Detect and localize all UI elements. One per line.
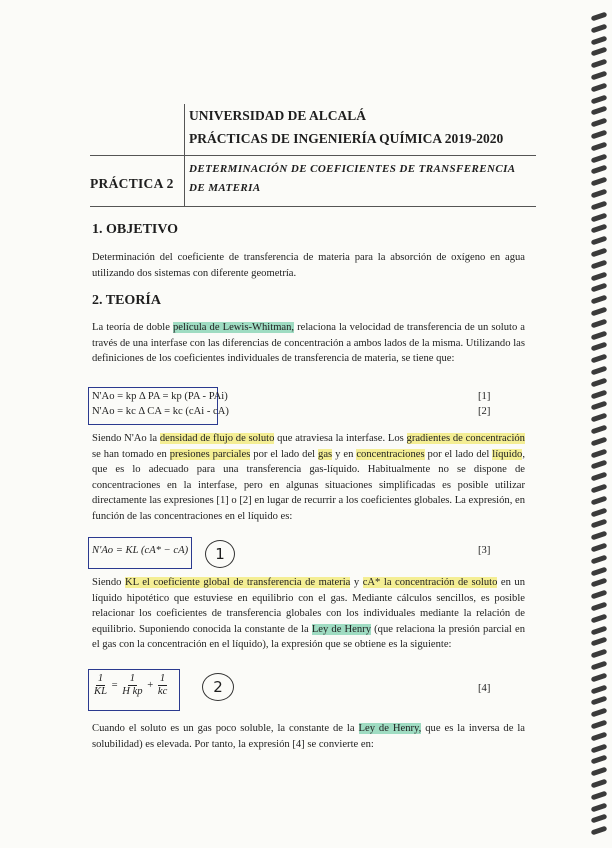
spiral-coil [591, 71, 608, 81]
spiral-coil [591, 649, 608, 659]
section-heading-teoria: 2. TEORÍA [92, 293, 161, 308]
equation-4-number: [4] [478, 683, 491, 694]
spiral-coil [591, 484, 608, 494]
spiral-coil [591, 436, 608, 446]
spiral-coil [591, 118, 608, 128]
spiral-coil [591, 165, 608, 175]
spiral-coil [591, 519, 608, 529]
spiral-coil [591, 495, 608, 505]
spiral-coil [591, 554, 608, 564]
spiral-coil [591, 318, 608, 328]
university-name: UNIVERSIDAD DE ALCALÁ [189, 108, 367, 123]
equation-2-number: [2] [478, 406, 491, 417]
course-title: PRÁCTICAS DE INGENIERÍA QUÍMICA 2019-2020 [189, 131, 504, 146]
eq4-lhs: $\frac{1}{KL}$ [94, 673, 107, 697]
spiral-coil [591, 613, 608, 623]
teoria-paragraph-4: Cuando el soluto es un gas poco soluble, la constante de la Ley de Henry, que es la inversa de la solubilidad) es elevada. Por tanto, la expresión [4] se convierte en: [92, 723, 525, 750]
teoria-paragraph-3: Siendo KL el coeficiente global de transferencia de materia y cA* la concentración de soluto en un líquido hipotético que estuviese en equilibrio con el gas. Mediante cálculos sencillos, es posible relacionar los coeficientes de transferencia globales con los individuales mediante la relación de equilibrio. Suponiendo conocida la constante de la Ley de Henry (que relaciona la presión parcial en el gas con la concentración en el líquido), la expresión que se obtiene es la siguiente: [92, 577, 526, 651]
spiral-coil [591, 271, 608, 281]
teoria-paragraph-1: La teoría de doble película de Lewis-Whitman, relaciona la velocidad de transferencia de un soluto a través de una interfase con las diferencias de concentración a ambos lados de la misma. Utilizando las definiciones de los coeficientes individuales de transferencia de materia, se tiene que: [92, 322, 525, 365]
equation-3-number: [3] [478, 545, 491, 556]
spiral-coil [591, 472, 608, 482]
equation-3: N'Ao = KL (cA* − cA) [92, 545, 189, 556]
spiral-coil [591, 684, 608, 694]
teoria-paragraph-2: Siendo N'Ao la densidad de flujo de soluto que atraviesa la interfase. Los gradientes de concentración se han tomado en presiones parciales por el lado del gas y en concentraciones por el lado del líquido, que es lo adecuado para una transferencia gas-líquido. Habitualmente no se dispone de concentraciones en la interfase, pero en algunas situaciones simplificadas es posible utilizar directamente las expresiones [1] o [2] en lugar de recurrir a los coeficientes globales. La expresión, en función de las concentraciones en el líquido es: [92, 433, 525, 522]
spiral-coil [591, 661, 608, 671]
spiral-coil [591, 106, 608, 116]
handwritten-mark-2: 2 [213, 678, 223, 696]
spiral-coil [591, 189, 608, 199]
spiral-coil [591, 566, 608, 576]
spiral-coil [591, 200, 608, 210]
spiral-coil [591, 248, 608, 258]
handwritten-mark-1: 1 [215, 545, 225, 563]
practice-title-line2: DE MATERIA [189, 182, 261, 194]
handwritten-circle-2 [202, 673, 234, 701]
spiral-coil [591, 507, 608, 517]
eq4-term1: $\frac{1}{\text{H kp}}$ [122, 673, 143, 697]
spiral-coil [591, 802, 608, 812]
highlight-lewis-whitman: película de Lewis-Whitman, [172, 322, 295, 333]
equation-4: $\frac{1}{KL}$ = $\frac{1}{\text{H kp}}$ + $\frac{1}{kc}$ [94, 673, 168, 697]
spiral-coil [591, 696, 608, 706]
spiral-coil [591, 177, 608, 187]
spiral-coil [591, 637, 608, 647]
spiral-coil [591, 448, 608, 458]
spiral-coil [591, 82, 608, 92]
equation-1-number: [1] [478, 391, 491, 402]
spiral-coil [591, 259, 608, 269]
spiral-coil [591, 236, 608, 246]
spiral-coil [591, 47, 608, 57]
spiral-coil [591, 590, 608, 600]
spiral-coil [591, 12, 608, 22]
spiral-coil [591, 295, 608, 305]
spiral-coil [591, 413, 608, 423]
spiral-coil [591, 602, 608, 612]
spiral-coil [591, 743, 608, 753]
spiral-coil [591, 389, 608, 399]
eq4-term2: $\frac{1}{kc}$ [157, 673, 168, 697]
spiral-coil [591, 59, 608, 69]
spiral-coil [591, 720, 608, 730]
spiral-coil [591, 23, 608, 33]
spiral-coil [591, 366, 608, 376]
equation-2: N'Ao = kc Δ CA = kc (cAi - cA) [92, 406, 229, 417]
spiral-coil [591, 826, 608, 836]
equation-1: N'Ao = kp Δ PA = kp (PA - PAi) [92, 391, 228, 402]
spiral-coil [591, 708, 608, 718]
spiral-coil [591, 425, 608, 435]
spiral-coil [591, 672, 608, 682]
spiral-coil [591, 342, 608, 352]
spiral-coil [591, 767, 608, 777]
spiral-coil [591, 755, 608, 765]
spiral-coil [591, 94, 608, 104]
spiral-coil [591, 779, 608, 789]
spiral-coil [591, 814, 608, 824]
practice-label: PRÁCTICA 2 [90, 176, 174, 191]
spiral-coil [591, 130, 608, 140]
header-rule-bottom [90, 206, 536, 207]
spiral-coil [591, 354, 608, 364]
spiral-coil [591, 212, 608, 222]
header-rule-top [90, 155, 536, 156]
spiral-coil [591, 283, 608, 293]
practice-title [189, 160, 534, 198]
handwritten-circle-1 [205, 540, 235, 568]
spiral-binding [588, 14, 610, 840]
spiral-coil [591, 307, 608, 317]
spiral-coil [591, 543, 608, 553]
spiral-coil [591, 790, 608, 800]
spiral-coil [591, 35, 608, 45]
spiral-coil [591, 377, 608, 387]
spiral-coil [591, 531, 608, 541]
spiral-coil [591, 401, 608, 411]
spiral-coil [591, 141, 608, 151]
practice-title-line1: DETERMINACIÓN DE COEFICIENTES DE TRANSFERENCIA [189, 163, 516, 175]
spiral-coil [591, 460, 608, 470]
spiral-coil [591, 578, 608, 588]
spiral-coil [591, 330, 608, 340]
objetivo-text: Determinación del coeficiente de transferencia de materia para la absorción de oxígeno en agua utilizando dos sistemas con diferente geometría. [92, 252, 525, 279]
spiral-coil [591, 731, 608, 741]
spiral-coil [591, 153, 608, 163]
spiral-coil [591, 625, 608, 635]
section-heading-objetivo: 1. OBJETIVO [92, 222, 179, 237]
spiral-coil [591, 224, 608, 234]
